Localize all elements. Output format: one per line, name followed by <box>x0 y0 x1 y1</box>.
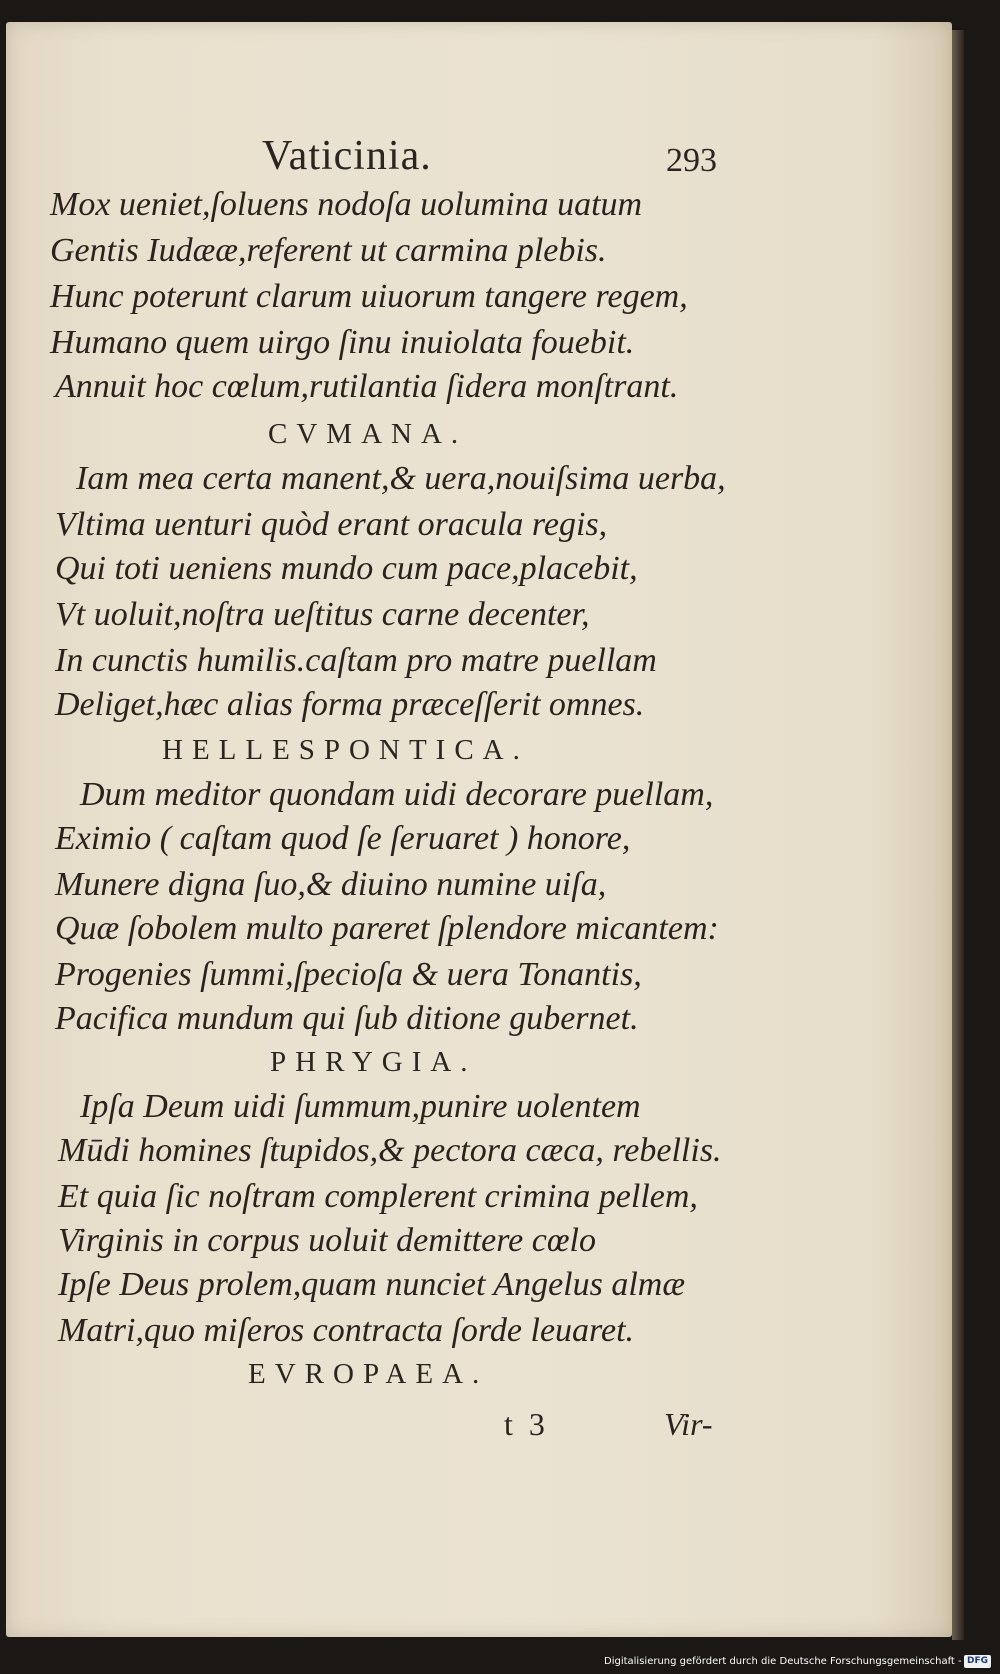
verse-line: Qui toti ueniens mundo cum pace,placebit, <box>55 550 638 587</box>
verse-line: Et quia ſic noſtram complerent crimina pellem, <box>58 1178 698 1215</box>
verse-line: Dum meditor quondam uidi decorare puellam, <box>80 776 714 813</box>
verse-line: Deliget,hæc alias forma præceſſerit omnes. <box>55 686 645 723</box>
verse-line: Progenies ſummi,ſpecioſa & uera Tonantis, <box>55 956 642 993</box>
verse-line: In cunctis humilis.caſtam pro matre puellam <box>55 642 657 679</box>
digitization-credit: Digitalisierung gefördert durch die Deutsche Forschungsgemeinschaft - <box>604 1656 962 1667</box>
verse-line: Hunc poterunt clarum uiuorum tangere regem, <box>50 278 688 315</box>
verse-line: Mox ueniet,ſoluens nodoſa uolumina uatum <box>50 186 643 223</box>
verse-line: Vt uoluit,noſtra ueſtitus carne decenter, <box>55 596 590 633</box>
section-heading-phrygia: PHRYGIA. <box>270 1046 477 1078</box>
verse-line: Gentis Iudææ,referent ut carmina plebis. <box>50 232 607 269</box>
catchword: Vir- <box>664 1406 713 1442</box>
verse-line: Pacifica mundum qui ſub ditione gubernet. <box>55 1000 639 1037</box>
verse-line: Humano quem uirgo ſinu inuiolata fouebit. <box>50 324 635 361</box>
page-number: 293 <box>666 142 717 179</box>
section-heading-cumana: CVMANA. <box>268 418 468 450</box>
verse-line: Virginis in corpus uoluit demittere cœlo <box>58 1222 596 1259</box>
verse-line: Vltima uenturi quòd erant oracula regis, <box>55 506 608 543</box>
verse-line: Iam mea certa manent,& uera,nouiſsima uerba, <box>76 460 726 497</box>
page-edge <box>952 30 964 1640</box>
verse-line: Ipſa Deum uidi ſummum,punire uolentem <box>80 1088 641 1125</box>
verse-line: Munere digna ſuo,& diuino numine uiſa, <box>55 866 607 903</box>
verse-line: Eximio ( caſtam quod ſe ſeruaret ) honore, <box>55 820 631 857</box>
verse-line: Quæ ſobolem multo pareret ſplendore micantem: <box>55 910 719 947</box>
verse-line: Mūdi homines ſtupidos,& pectora cæca, rebellis. <box>58 1132 722 1169</box>
verse-line: Annuit hoc cœlum,rutilantia ſidera monſtrant. <box>55 368 679 405</box>
signature-mark: t 3 <box>504 1406 545 1442</box>
dfg-logo-icon: DFG <box>964 1655 991 1668</box>
verse-line: Ipſe Deus prolem,quam nunciet Angelus almæ <box>58 1266 686 1303</box>
section-heading-europaea: EVROPAEA. <box>248 1358 489 1390</box>
section-heading-hellespontica: HELLESPONTICA. <box>162 734 529 766</box>
verse-line: Matri,quo miſeros contracta ſorde leuaret. <box>58 1312 635 1349</box>
running-title: Vaticinia. <box>262 133 432 179</box>
